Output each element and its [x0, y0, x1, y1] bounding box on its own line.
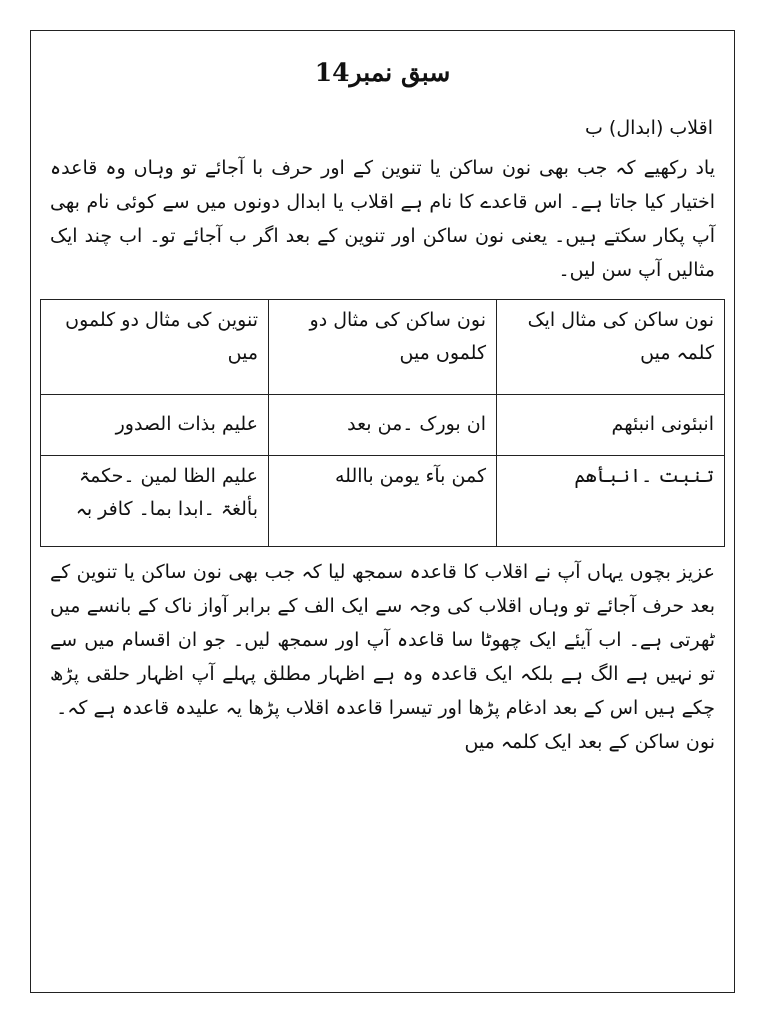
table-row — [41, 455, 725, 546]
lesson-title: سبق نمبر14 — [314, 58, 451, 87]
table-header-cell: نون ساکن کی مثال ایک کلمہ میں — [497, 299, 725, 394]
document-body — [40, 40, 725, 759]
final-line: نون ساکن کے بعد ایک کلمہ میں — [464, 730, 715, 753]
table-cell: ان بورک ۔من بعد — [269, 394, 497, 455]
table-row — [41, 394, 725, 455]
examples-table — [40, 299, 725, 547]
table-cell: علیم بذات الصدور — [41, 394, 269, 455]
closing-paragraph: عزیز بچوں یہاں آپ نے اقلاب کا قاعدہ سمجھ لیا کہ جب بھی نون ساکن یا تنوین کے بعد حرف آجائے تو وہاں اقلاب کی وجہ سے ایک الف کے برابر آواز ناک کے بانسے میں ٹھرتی ہے۔ اب آیئے ایک چھوٹا سا قاعدہ آپ اور سمجھ لیں۔ جو ان اقسام میں سے تو نہیں ہے الگ ہے بلکہ ایک قاعدہ وہ ہے اظہار مطلق پہلے آپ اظہار حلقی پڑھ چکے ہیں اس کے بعد ادغام پڑھا اور تیسرا قاعدہ اقلاب پڑھا یہ علیدہ قاعدہ ہے کہ۔ — [50, 560, 715, 719]
table-header-cell: تنوین کی مثال دو کلموں میں — [41, 299, 269, 394]
table-cell: تنبت ۔انبأھم — [497, 455, 725, 546]
table-header-cell: نون ساکن کی مثال دو کلموں میں — [269, 299, 497, 394]
intro-paragraph: یاد رکھیے کہ جب بھی نون ساکن یا تنوین کے اور حرف با آجائے تو وہاں وہ قاعدہ اختیار کیا جاتا ہے۔ اس قاعدے کا نام ہے اقلاب یا ابدال دونوں میں سے کوئی نام بھی آپ پکار سکتے ہیں۔ یعنی نون ساکن اور تنوین کے بعد اگر ب آجائے تو۔ اب چند ایک مثالیں آپ سن لیں۔ — [50, 156, 715, 281]
section-heading: اقلاب (ابدال) ب — [585, 117, 713, 139]
table-cell: انبئونی انبئھم — [497, 394, 725, 455]
table-cell: کمن بآء یومن باالله — [269, 455, 497, 546]
table-cell: علیم الظا لمین ۔حکمۃ بألغۃ ۔ابدا بما۔ کافر بہ — [41, 455, 269, 546]
table-header-row — [41, 299, 725, 394]
